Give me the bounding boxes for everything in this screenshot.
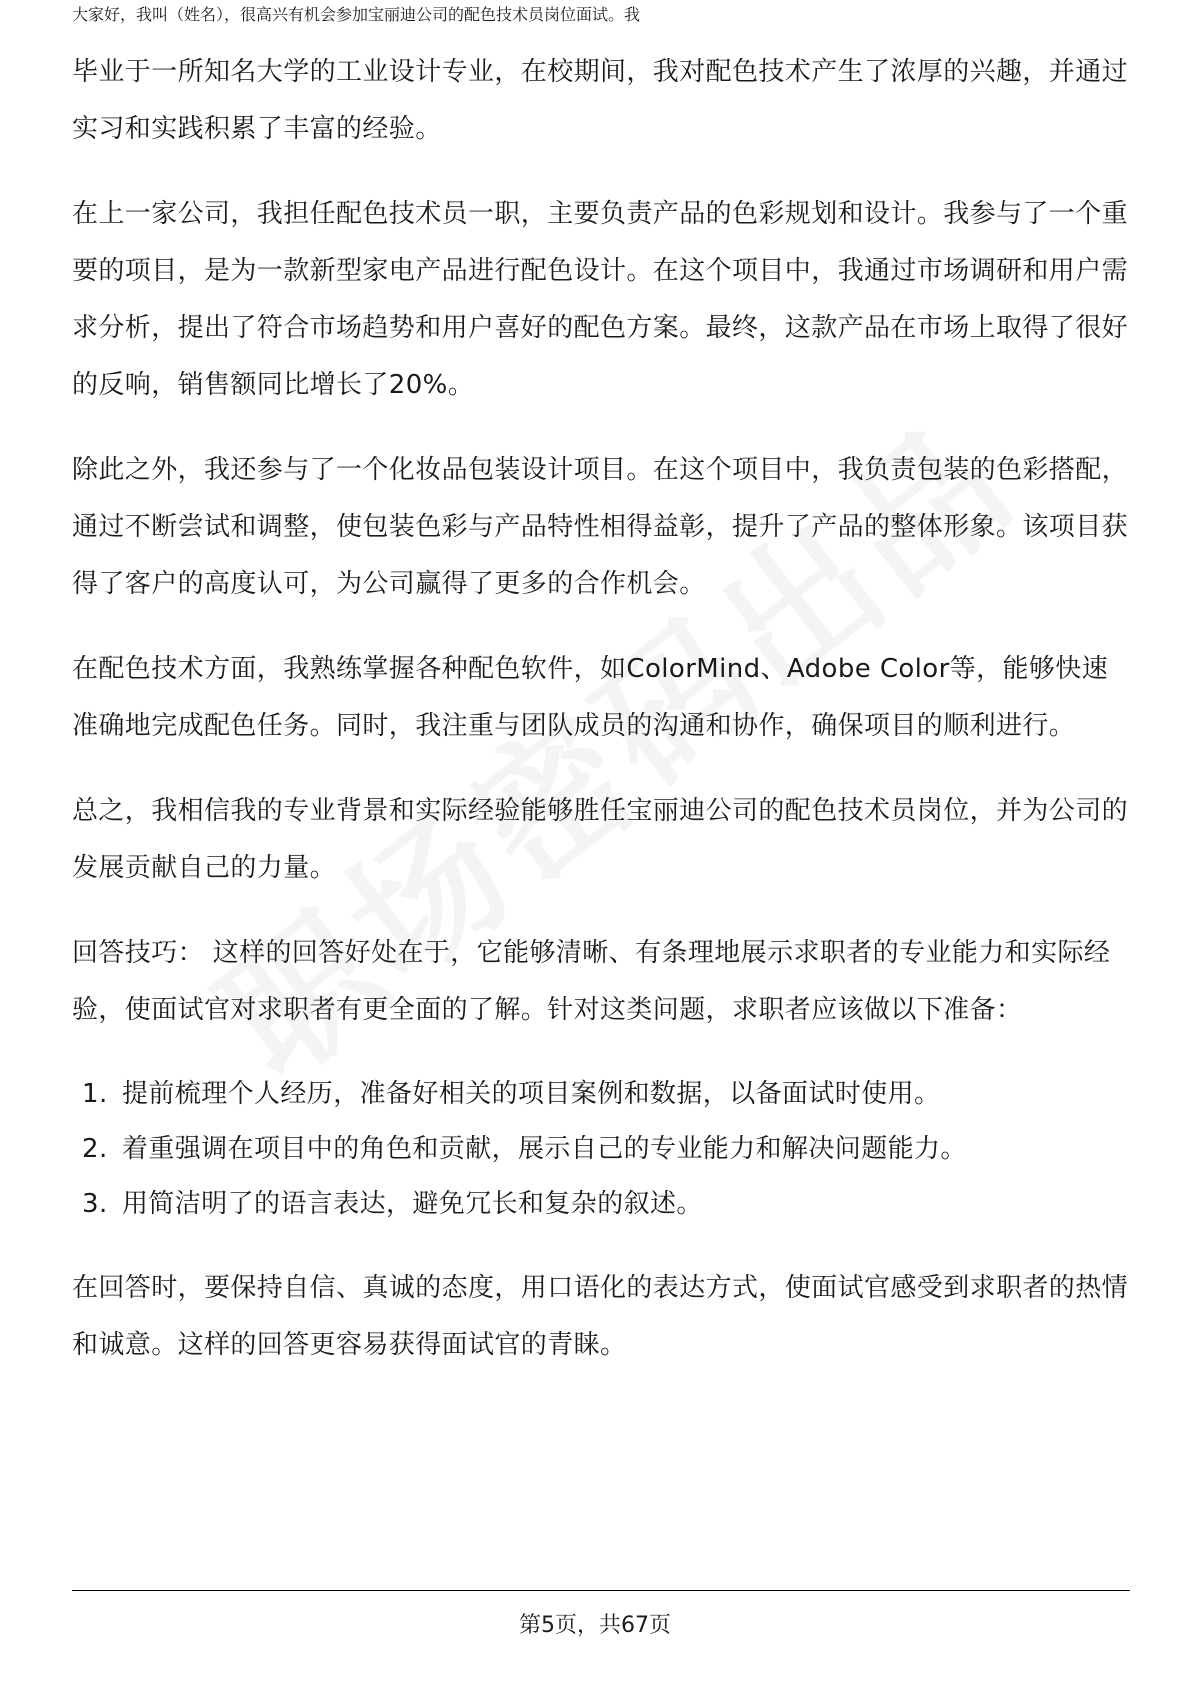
paragraph-intro: 毕业于一所知名大学的工业设计专业，在校期间，我对配色技术产生了浓厚的兴趣，并通过实习和实践积累了丰富的经验。 <box>72 57 1129 144</box>
list-item <box>82 1177 1130 1232</box>
list-item <box>82 1122 1130 1177</box>
paragraph-summary: 总之，我相信我的专业背景和实际经验能够胜任宝丽迪公司的配色技术员岗位，并为公司的发展贡献自己的力量。 <box>72 796 1129 883</box>
cut-off-line <box>72 5 1130 44</box>
list-item-text: 用简洁明了的语言表达，避免冗长和复杂的叙述。 <box>122 1189 703 1219</box>
document-body <box>72 5 1130 1402</box>
tips-list <box>72 1067 1130 1232</box>
footer-divider <box>72 1590 1130 1591</box>
list-item-number: 3. <box>82 1189 108 1219</box>
paragraph-software-skills: 在配色技术方面，我熟练掌握各种配色软件，如ColorMind、Adobe Color等，能够快速准确地完成配色任务。同时，我注重与团队成员的沟通和协作，确保项目的顺利进行。 <box>72 654 1109 741</box>
list-item <box>82 1067 1130 1122</box>
paragraph-closing: 在回答时，要保持自信、真诚的态度，用口语化的表达方式，使面试官感受到求职者的热情和诚意。这样的回答更容易获得面试官的青睐。 <box>72 1273 1129 1360</box>
paragraph-previous-job: 在上一家公司，我担任配色技术员一职，主要负责产品的色彩规划和设计。我参与了一个重要的项目，是为一款新型家电产品进行配色设计。在这个项目中，我通过市场调研和用户需求分析，提出了符合市场趋势和用户喜好的配色方案。最终，这款产品在市场上取得了很好的反响，销售额同比增长了20%。 <box>72 199 1129 400</box>
list-item-number: 2. <box>82 1134 108 1164</box>
paragraph-answer-tips: 回答技巧： 这样的回答好处在于，它能够清晰、有条理地展示求职者的专业能力和实际经验，使面试官对求职者有更全面的了解。针对这类问题，求职者应该做以下准备： <box>72 938 1111 1025</box>
list-item-text: 提前梳理个人经历，准备好相关的项目案例和数据，以备面试时使用。 <box>122 1079 941 1109</box>
list-item-number: 1. <box>82 1079 108 1109</box>
page-number: 第5页，共67页 <box>519 1613 671 1638</box>
paragraph-cosmetics-project: 除此之外，我还参与了一个化妆品包装设计项目。在这个项目中，我负责包装的色彩搭配，通过不断尝试和调整，使包装色彩与产品特性相得益彰，提升了产品的整体形象。该项目获得了客户的高度认可，为公司赢得了更多的合作机会。 <box>72 455 1129 599</box>
list-item-text: 着重强调在项目中的角色和贡献，展示自己的专业能力和解决问题能力。 <box>122 1134 967 1164</box>
cut-off-line-text: 大家好，我叫（姓名），很高兴有机会参加宝丽迪公司的配色技术员岗位面试。我 <box>72 5 641 24</box>
